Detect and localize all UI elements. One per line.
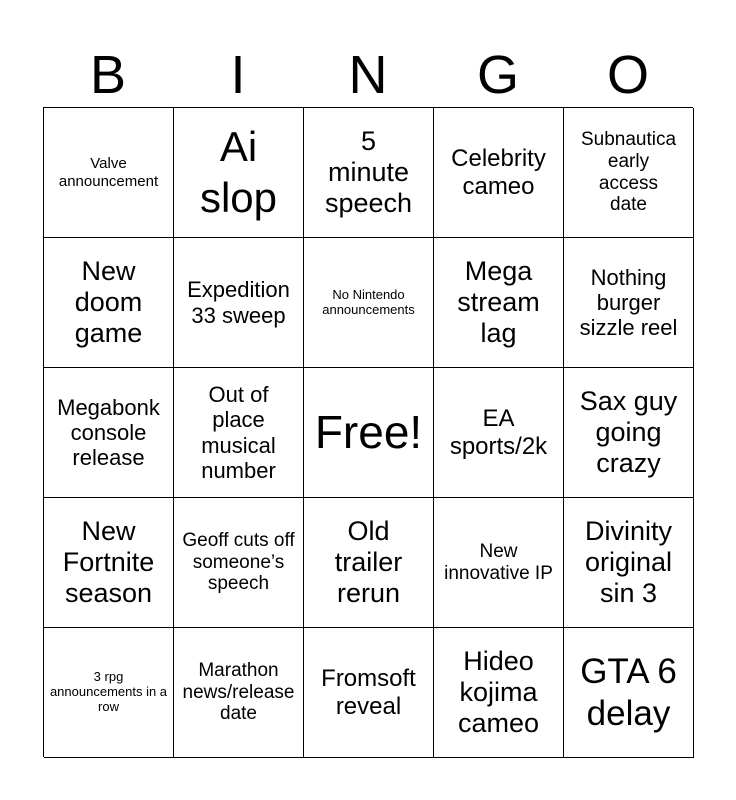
bingo-cell-r1c2[interactable]: Ai slop	[174, 108, 304, 238]
bingo-cell-r5c5[interactable]: GTA 6 delay	[564, 628, 694, 758]
bingo-cell-r5c4[interactable]: Hideo kojima cameo	[434, 628, 564, 758]
bingo-cell-r5c2[interactable]: Marathon news/release date	[174, 628, 304, 758]
header-letter-b: B	[89, 45, 127, 105]
bingo-cell-r1c3[interactable]: 5 minute speech	[304, 108, 434, 238]
bingo-cell-r2c3[interactable]: No Nintendo announcements	[304, 238, 434, 368]
header-letter-n: N	[348, 45, 388, 105]
bingo-cell-r2c4[interactable]: Mega stream lag	[434, 238, 564, 368]
bingo-cell-r3c4[interactable]: EA sports/2k	[434, 368, 564, 498]
header-letter-i: I	[230, 45, 246, 105]
bingo-board	[43, 107, 693, 757]
bingo-cell-r1c4[interactable]: Celebrity cameo	[434, 108, 564, 238]
bingo-cell-r1c5[interactable]: Subnautica early access date	[564, 108, 694, 238]
bingo-cell-free[interactable]: Free!	[304, 368, 434, 498]
bingo-cell-r5c1[interactable]: 3 rpg announcements in a row	[44, 628, 174, 758]
bingo-cell-r3c5[interactable]: Sax guy going crazy	[564, 368, 694, 498]
bingo-cell-r4c4[interactable]: New innovative IP	[434, 498, 564, 628]
bingo-cell-r4c1[interactable]: New Fortnite season	[44, 498, 174, 628]
bingo-cell-r2c5[interactable]: Nothing burger sizzle reel	[564, 238, 694, 368]
header-letter-g: G	[476, 45, 519, 105]
bingo-cell-r1c1[interactable]: Valve announcement	[44, 108, 174, 238]
bingo-header	[43, 44, 693, 106]
header-letter-o: O	[606, 45, 649, 105]
bingo-cell-r2c2[interactable]: Expedition 33 sweep	[174, 238, 304, 368]
bingo-cell-r4c3[interactable]: Old trailer rerun	[304, 498, 434, 628]
bingo-cell-r5c3[interactable]: Fromsoft reveal	[304, 628, 434, 758]
bingo-cell-r3c1[interactable]: Megabonk console release	[44, 368, 174, 498]
bingo-cell-r4c2[interactable]: Geoff cuts off someone’s speech	[174, 498, 304, 628]
bingo-cell-r2c1[interactable]: New doom game	[44, 238, 174, 368]
bingo-cell-r4c5[interactable]: Divinity original sin 3	[564, 498, 694, 628]
bingo-cell-r3c2[interactable]: Out of place musical number	[174, 368, 304, 498]
